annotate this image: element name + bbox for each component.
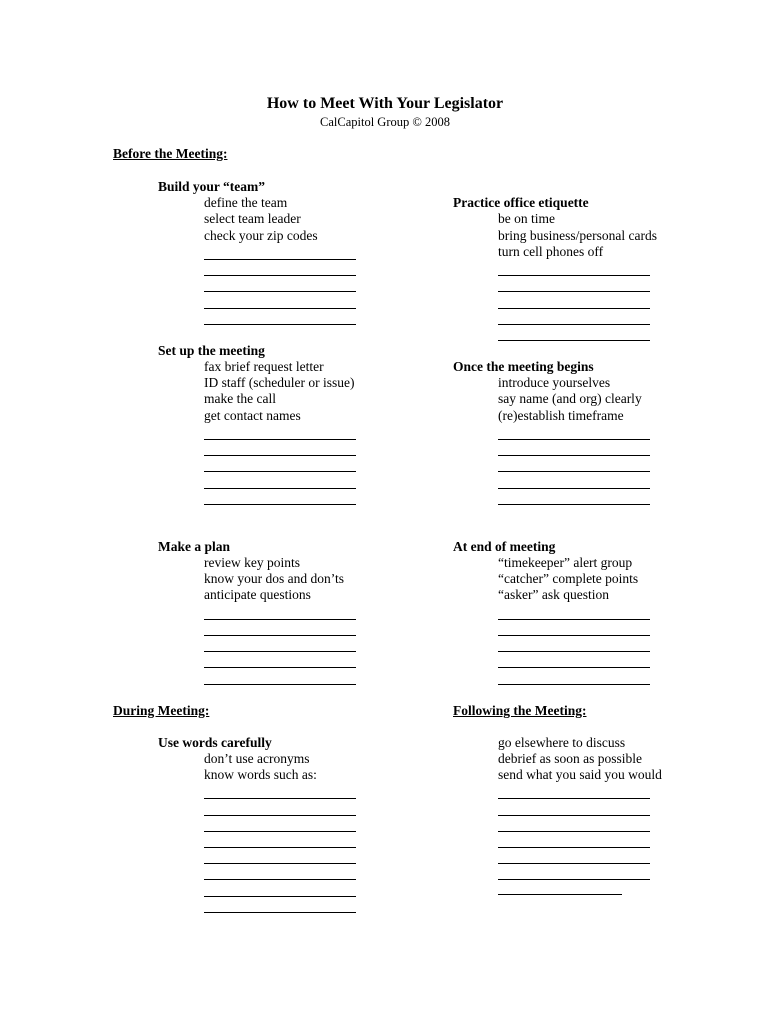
blank-line — [498, 471, 650, 472]
list-item: introduce yourselves — [498, 375, 611, 390]
list-item: (re)establish timeframe — [498, 408, 624, 423]
blank-line — [498, 635, 650, 636]
blank-line — [498, 667, 650, 668]
blank-line — [498, 291, 650, 292]
blank-line — [498, 684, 650, 685]
list-item: select team leader — [204, 211, 301, 226]
list-item: be on time — [498, 211, 555, 226]
blank-line — [498, 815, 650, 816]
list-item: “asker” ask question — [498, 587, 609, 602]
blank-line — [498, 340, 650, 341]
end-heading: At end of meeting — [453, 539, 556, 554]
blank-line — [204, 259, 356, 260]
list-item: “catcher” complete points — [498, 571, 639, 586]
blank-line — [498, 439, 650, 440]
list-item: debrief as soon as possible — [498, 751, 642, 766]
list-item: know words such as: — [204, 767, 317, 782]
list-item: don’t use acronyms — [204, 751, 310, 766]
blank-line — [204, 651, 356, 652]
blank-line — [498, 651, 650, 652]
blank-line — [498, 847, 650, 848]
etiquette-heading: Practice office etiquette — [453, 195, 589, 210]
blank-line — [498, 831, 650, 832]
begins-heading: Once the meeting begins — [453, 359, 594, 374]
blank-line — [498, 619, 650, 620]
page-title: How to Meet With Your Legislator — [266, 95, 504, 112]
blank-line — [498, 455, 650, 456]
list-item: review key points — [204, 555, 300, 570]
blank-line — [204, 324, 356, 325]
list-item: bring business/personal cards — [498, 228, 657, 243]
blank-line — [498, 324, 650, 325]
blank-line — [204, 504, 356, 505]
plan-heading: Make a plan — [158, 539, 231, 554]
blank-line — [498, 894, 622, 895]
blank-line — [204, 896, 356, 897]
blank-line — [204, 488, 356, 489]
blank-line — [204, 684, 356, 685]
list-item: send what you said you would — [498, 767, 662, 782]
list-item: go elsewhere to discuss — [498, 735, 626, 750]
blank-line — [204, 847, 356, 848]
following-meeting-heading: Following the Meeting: — [453, 703, 587, 718]
blank-line — [498, 275, 650, 276]
blank-line — [498, 863, 650, 864]
blank-line — [204, 798, 356, 799]
blank-line — [204, 863, 356, 864]
blank-line — [204, 471, 356, 472]
list-item: “timekeeper” alert group — [498, 555, 633, 570]
setup-heading: Set up the meeting — [158, 343, 265, 358]
list-item: make the call — [204, 391, 276, 406]
page-subtitle: CalCapitol Group © 2008 — [320, 115, 450, 129]
list-item: define the team — [204, 195, 288, 210]
build-team-heading: Build your “team” — [158, 179, 266, 194]
blank-line — [204, 439, 356, 440]
list-item: anticipate questions — [204, 587, 311, 602]
blank-line — [498, 798, 650, 799]
list-item: know your dos and don’ts — [204, 571, 344, 586]
blank-line — [204, 619, 356, 620]
list-item: say name (and org) clearly — [498, 391, 642, 406]
before-meeting-heading: Before the Meeting: — [113, 146, 228, 161]
blank-line — [204, 912, 356, 913]
blank-line — [204, 308, 356, 309]
blank-line — [204, 879, 356, 880]
blank-line — [204, 275, 356, 276]
blank-line — [498, 879, 650, 880]
blank-line — [498, 504, 650, 505]
blank-line — [498, 308, 650, 309]
blank-line — [498, 488, 650, 489]
blank-line — [204, 455, 356, 456]
list-item: fax brief request letter — [204, 359, 324, 374]
during-meeting-heading: During Meeting: — [113, 703, 210, 718]
blank-line — [204, 831, 356, 832]
blank-line — [204, 635, 356, 636]
words-heading: Use words carefully — [158, 735, 272, 750]
list-item: ID staff (scheduler or issue) — [204, 375, 355, 390]
blank-line — [204, 291, 356, 292]
list-item: get contact names — [204, 408, 301, 423]
list-item: check your zip codes — [204, 228, 318, 243]
list-item: turn cell phones off — [498, 244, 604, 259]
blank-line — [204, 815, 356, 816]
blank-line — [204, 667, 356, 668]
